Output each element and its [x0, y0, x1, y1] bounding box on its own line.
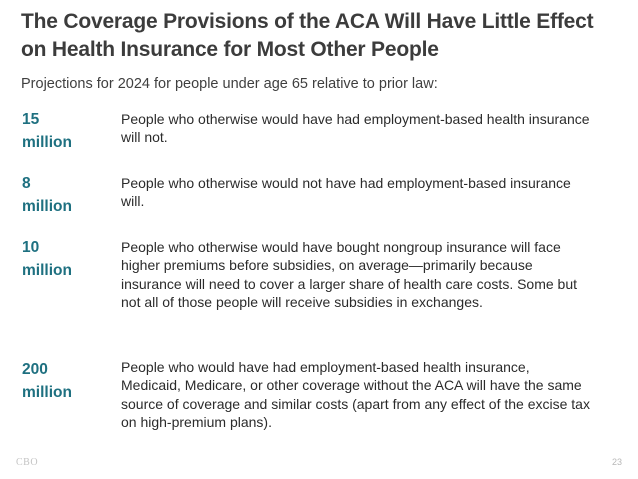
slide-title: The Coverage Provisions of the ACA Will Have Little Effect on Health Insurance for Most Other People: [21, 10, 594, 61]
stat-unit: million: [22, 384, 72, 401]
stat-figure: [22, 172, 102, 218]
stat-number: 200: [22, 361, 48, 378]
stat-description: People who would have had employment-based health insurance, Medicaid, Medicare, or other coverage without the ACA will have the same source of coverage and similar costs (apart from any effect of the excise tax on high-premium plans).: [121, 359, 590, 430]
stat-number: 15: [22, 111, 40, 128]
stat-figure: [22, 108, 102, 154]
stat-description: People who otherwise would have had employment-based health insurance will not.: [121, 111, 590, 146]
page-number: 23: [611, 457, 622, 467]
stat-number: 10: [22, 239, 40, 256]
cbo-logo: CBO: [16, 457, 39, 468]
stat-figure: [22, 358, 102, 404]
stat-description: People who otherwise would have bought nongroup insurance will face higher premiums before subsidies, on average—primarily because insurance will need to cover a larger share of health care costs. Some but not all of those people will receive subsidies in exchanges.: [121, 239, 578, 310]
stat-unit: million: [22, 198, 72, 215]
stat-figure: [22, 236, 102, 282]
stat-unit: million: [22, 134, 72, 151]
stat-number: 8: [22, 175, 31, 192]
stat-description: People who otherwise would not have had employment-based insurance will.: [121, 175, 571, 210]
stat-unit: million: [22, 262, 72, 279]
slide-subtitle: Projections for 2024 for people under age 65 relative to prior law:: [21, 76, 438, 92]
